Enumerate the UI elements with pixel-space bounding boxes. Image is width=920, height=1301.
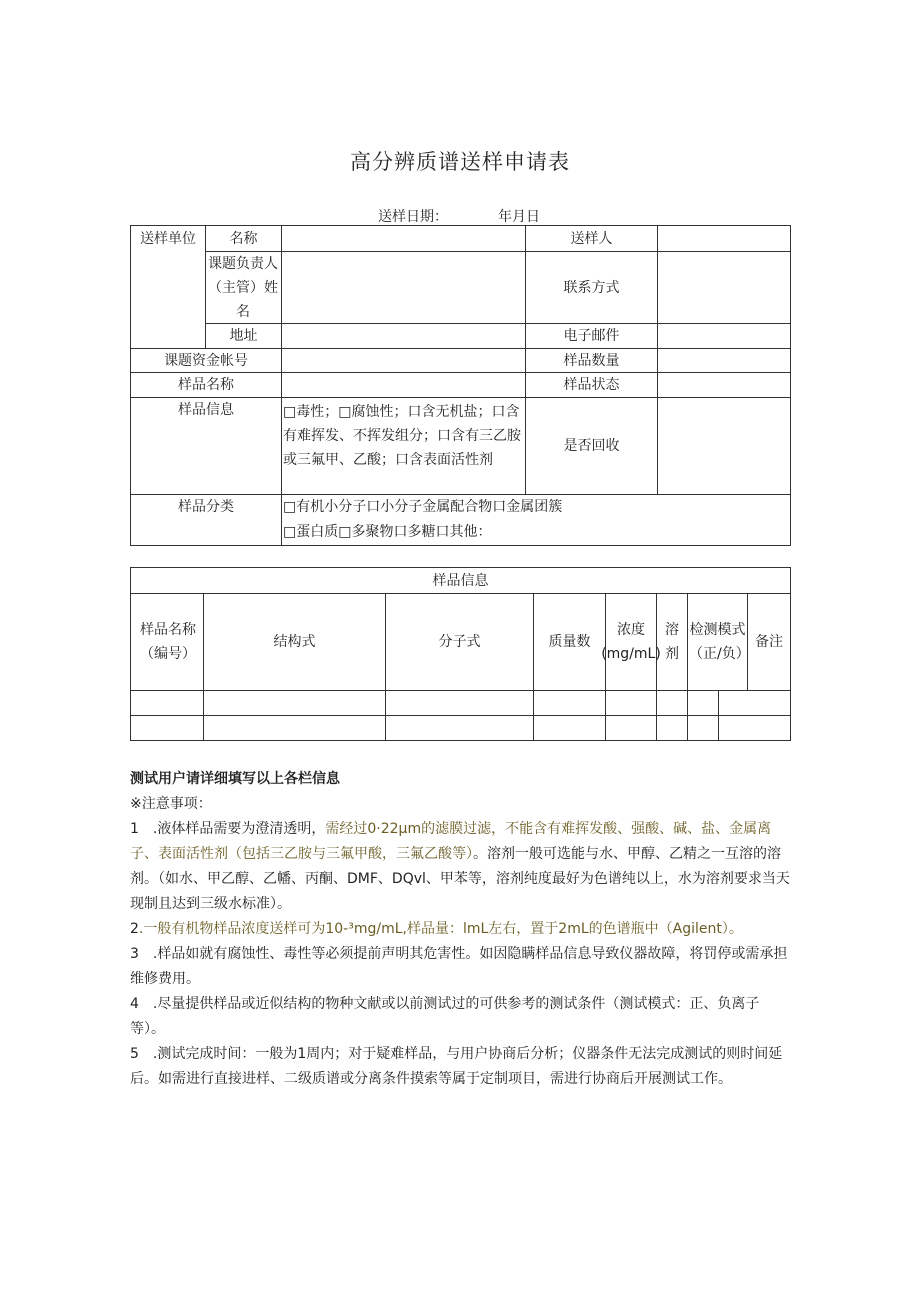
sample-name-label: 样品名称 [178,377,234,393]
notes-section [130,767,792,1092]
sample-state-field[interactable] [658,373,790,397]
note-1-part-b: 需经过0·22μm的滤膜过滤，不能含有难挥发酸、强酸、碱、盐、金属离子、表面活性剂（包括三乙胺与三氟甲酸，三氟乙酸等） [130,821,772,862]
note-2-number: 2 [130,921,139,937]
col-structure: 结构式 [273,634,316,650]
table-row[interactable] [131,691,790,715]
contact-label: 联系方式 [563,279,620,296]
sample-table-caption: 样品信息 [432,572,489,589]
pi-label: 课题负责人（主管）姓名 [208,256,278,320]
pi-field[interactable] [282,252,525,323]
table-row[interactable] [131,716,790,740]
note-5: 5 .测试完成时间：一般为1周内；对于疑难样品，与用户协商后分析；仪器条件无法完成测试的则时间延后。如需进行直接进样、二级质谱或分离条件摸索等属于定制项目，需进行协商后开展测试工作。 [130,1046,783,1087]
col-mass: 质量数 [548,634,591,650]
unit-label: 送样单位 [140,231,196,247]
category-options-row2[interactable]: □蛋白质□多聚物口多糖口其他： [283,524,492,540]
notes-attention: ※注意事项： [130,796,212,812]
col-mode: 检测模式（正/负） [689,622,750,662]
fund-label: 课题资金帐号 [164,352,248,369]
name-label: 名称 [229,231,258,247]
sample-name-field[interactable] [282,373,525,397]
date-label: 送样日期： [378,209,448,225]
note-4: 4 .尽量提供样品或近似结构的物种文献或以前测试过的可供参考的测试条件（测试模式：正、负离子等）。 [130,996,760,1037]
note-1-part-c: 。溶剂一般可选能与水、甲醇、乙精之一互溶的溶剂。（如水、甲乙醇、乙幡、丙酮、DMF、DQvl、甲苯等，溶剂纯度最好为色谱纯以上，水为溶剂要求当天现制且达到三级水标准）。 [130,846,790,912]
email-label: 电子邮件 [563,328,620,344]
category-options-row1[interactable]: □有机小分子口小分子金属配合物口金属团簇 [283,499,563,515]
sample-state-label: 样品状态 [563,377,620,393]
sample-info-options[interactable]: □毒性；□腐蚀性；口含无机盐；口含有难挥发、不挥发组分；口含有三乙胺或三氟甲、乙酸；口含表面活性剂 [283,404,521,468]
name-field[interactable] [282,227,525,251]
note-2 [130,917,792,942]
sender-label: 送样人 [570,231,613,247]
address-field[interactable] [282,324,525,348]
col-sample-name: 样品名称（编号） [140,622,196,662]
contact-field[interactable] [658,252,790,323]
sample-info-label: 样品信息 [178,402,234,418]
category-label: 样品分类 [178,499,234,515]
recycle-label: 是否回收 [563,438,620,454]
address-label: 地址 [229,328,258,344]
sender-field[interactable] [658,227,790,251]
note-2-text: .一般有机物样品浓度送样可为10-³mg/mL,样品量：lmL左右，置于2mL的色谱瓶中（Agilent）。 [138,921,743,937]
note-1-part-a: 1 .液体样品需要为澄清透明， [130,821,326,837]
col-concentration: 浓度(mg/mL) [601,622,661,662]
note-3: 3 .样品如就有腐蚀性、毒性等必须提前声明其危害性。如因隐瞒样品信息导致仪器故障，将罚停或需承担维修费用。 [130,946,788,987]
note-1 [130,817,792,917]
fund-field[interactable] [282,349,525,372]
col-remarks: 备注 [755,634,783,650]
quantity-label: 样品数量 [563,352,620,369]
col-solvent: 溶剂 [665,622,679,662]
page-title: 高分辨质谱送样申请表 [350,150,570,174]
col-formula: 分子式 [438,634,481,650]
quantity-field[interactable] [658,349,790,372]
notes-heading: 测试用户请详细填写以上各栏信息 [130,771,340,787]
date-suffix: 年月日 [498,209,540,225]
recycle-field[interactable] [658,398,790,494]
email-field[interactable] [658,324,790,348]
